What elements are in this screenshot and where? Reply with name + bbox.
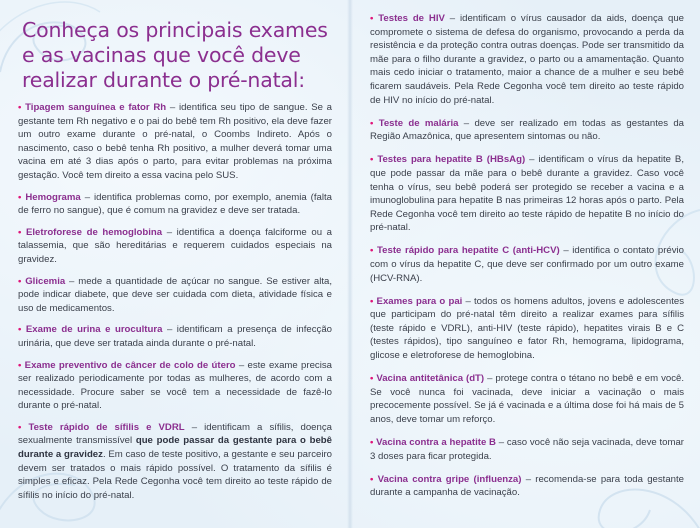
item-text: – identifica problemas como, por exemplo, anemia (falta de ferro no sangue), que é comum na gravidez e deve ser tratada.: [18, 191, 333, 217]
item-label: Vacina contra a hepatite B: [376, 437, 496, 449]
item-label: Exame preventivo de câncer de colo de útero: [24, 359, 236, 371]
item-text-continued: . Em caso de teste positivo, a gestante e seu parceiro devem ser tratados o mais rápido possível. O tratamento da sífilis é simples e eficaz. Pela Rede Cegonha você tem direito ao teste rápido de sífilis no início do pré-natal.: [18, 449, 332, 501]
bullet-icon: •: [370, 295, 377, 307]
list-item: [18, 275, 332, 316]
item-text: – identificam o vírus causador da aids, doença que compromete o sistema de defesa do organismo, provocando a perda da resistência e da proteção contra outras doenças. Pode ser transmitido da mãe para o filho durante a gravidez, o parto ou a amamentação. Quanto mais cedo iniciar o tratamento, maior a chance de a mulher e seu bebê ficarem saudáveis. Pela Rede Cegonha você tem direito ao teste rápido de HIV no início do pré-natal.: [370, 13, 684, 106]
item-label: Eletroforese de hemoglobina: [25, 226, 163, 238]
list-item: [370, 473, 684, 500]
bullet-icon: •: [370, 154, 378, 166]
bullet-icon: •: [18, 226, 26, 238]
bullet-icon: •: [18, 359, 25, 371]
list-item: [370, 117, 684, 144]
bullet-icon: •: [370, 13, 379, 24]
right-column: [370, 0, 684, 509]
item-label: Hemograma: [25, 191, 81, 203]
item-text: – este exame precisa ser realizado periodicamente por todas as mulheres, de acordo com a necessidade. Procure saber se você tem a necessidade de fazê-lo durante o pré-natal.: [18, 359, 332, 412]
list-item: [370, 244, 684, 285]
bullet-icon: •: [18, 324, 26, 336]
item-label: Vacina antitetânica (dT): [376, 373, 485, 385]
list-item: [370, 295, 684, 363]
item-text: – mede a quantidade de açúcar no sangue. Se estiver alta, pode indicar diabete, que deve ser cuidada com dieta, atividade física e uso de medicamentos.: [18, 275, 332, 314]
item-highlight: que pode passar da gestante para o bebê durante a gravidez: [18, 435, 332, 461]
item-label: Teste rápido de sífilis e VDRL: [28, 421, 185, 433]
bullet-icon: •: [18, 275, 26, 287]
list-item: [18, 101, 332, 183]
list-item: [18, 359, 332, 413]
list-item: [18, 323, 332, 350]
item-label: Exames para o pai: [376, 295, 463, 307]
bullet-icon: •: [18, 102, 26, 113]
item-label: Teste de malária: [378, 117, 459, 129]
item-text: – todos os homens adultos, jovens e adolescentes que participam do pré-natal têm direito a realizar exames para sífilis (teste rápido e VDRL), anti-HIV (teste rápido), hepatites virais B e C (testes rápidos), tipo sanguíneo e fator Rh, hemograma, lipidograma, glicose e eletroforese de hemoglobina.: [370, 295, 684, 362]
bullet-icon: •: [370, 473, 378, 485]
list-item: [370, 372, 684, 426]
item-text: – identifica a doença falciforme ou a talassemia, que são hereditárias e requerem cuidados especiais na gravidez.: [18, 226, 332, 265]
item-text: – caso você não seja vacinada, deve tomar 3 doses para ficar protegida.: [370, 437, 684, 462]
bullet-icon: •: [370, 117, 379, 129]
left-exam-list: [18, 101, 332, 502]
item-label: Vacina contra gripe (influenza): [377, 473, 522, 485]
item-label: Tipagem sanguínea e fator Rh: [25, 102, 167, 113]
item-text: – deve ser realizado em todas as gestantes da Região Amazônica, que apresentem sintomas ou não.: [370, 117, 684, 143]
left-column: [18, 0, 332, 510]
page-fold: [347, 0, 353, 528]
list-item: [18, 421, 332, 503]
page-title: Conheça os principais exames e as vacinas que você deve realizar durante o pré-natal:: [22, 18, 328, 92]
item-label: Testes de HIV: [378, 13, 445, 24]
bullet-icon: •: [370, 245, 377, 257]
item-text: – recomenda-se para toda gestante durante a campanha de vacinação.: [370, 473, 684, 499]
item-label: Testes para hepatite B (HBsAg): [377, 154, 526, 166]
item-text: – identifica seu tipo de sangue. Se a gestante tem Rh negativo e o pai do bebê tem Rh positivo, ela deve fazer um outro exame durante o pré-natal, o Coombs Indireto. Após o nascimento, caso o bebê tenha Rh positivo, a mulher deverá tomar uma vacina em até 3 dias após o parto, para evitar problemas na próxima gestação. Você tem direito a essa vacina pelo SUS.: [18, 102, 333, 181]
item-label: Exame de urina e urocultura: [25, 324, 163, 336]
item-text: – protege contra o tétano no bebê e em você. Se você nunca foi vacinada, deve iniciar a vacinação o mais precocemente possível. Se já é vacinada e a última dose foi há mais de 5 anos, deve tomar um reforço.: [370, 373, 684, 425]
bullet-icon: •: [18, 191, 26, 203]
item-text: – identifica o contato prévio com o vírus da hepatite C, que deve ser confirmado por um outro exame (HCV-RNA).: [370, 245, 684, 284]
list-item: [370, 436, 684, 463]
item-text: – identificam o vírus da hepatite B, que pode passar da mãe para o bebê durante a gravidez. Caso você tenha o vírus, seu bebê poderá ser protegido se receber a vacina e a imunoglobulina para hepatite B nas primeiras 12 horas após o parto. Pela Rede Cegonha você tem direito ao teste rápido de hepatite B no início do pré-natal.: [370, 154, 684, 234]
list-item: [370, 153, 684, 235]
list-item: [18, 226, 332, 267]
bullet-icon: •: [370, 437, 377, 449]
bullet-icon: •: [18, 421, 29, 433]
bullet-icon: •: [370, 373, 377, 385]
item-label: Teste rápido para hepatite C (anti-HCV): [377, 245, 560, 257]
item-label: Glicemia: [25, 275, 66, 287]
right-exam-list: [370, 12, 684, 500]
item-text: – identificam a sífilis, doença sexualmente transmissível: [18, 421, 332, 447]
item-text: – identificam a presença de infecção urinária, que deve ser tratada ainda durante o pré-natal.: [18, 324, 333, 349]
list-item: [18, 191, 332, 218]
list-item: [370, 12, 684, 107]
